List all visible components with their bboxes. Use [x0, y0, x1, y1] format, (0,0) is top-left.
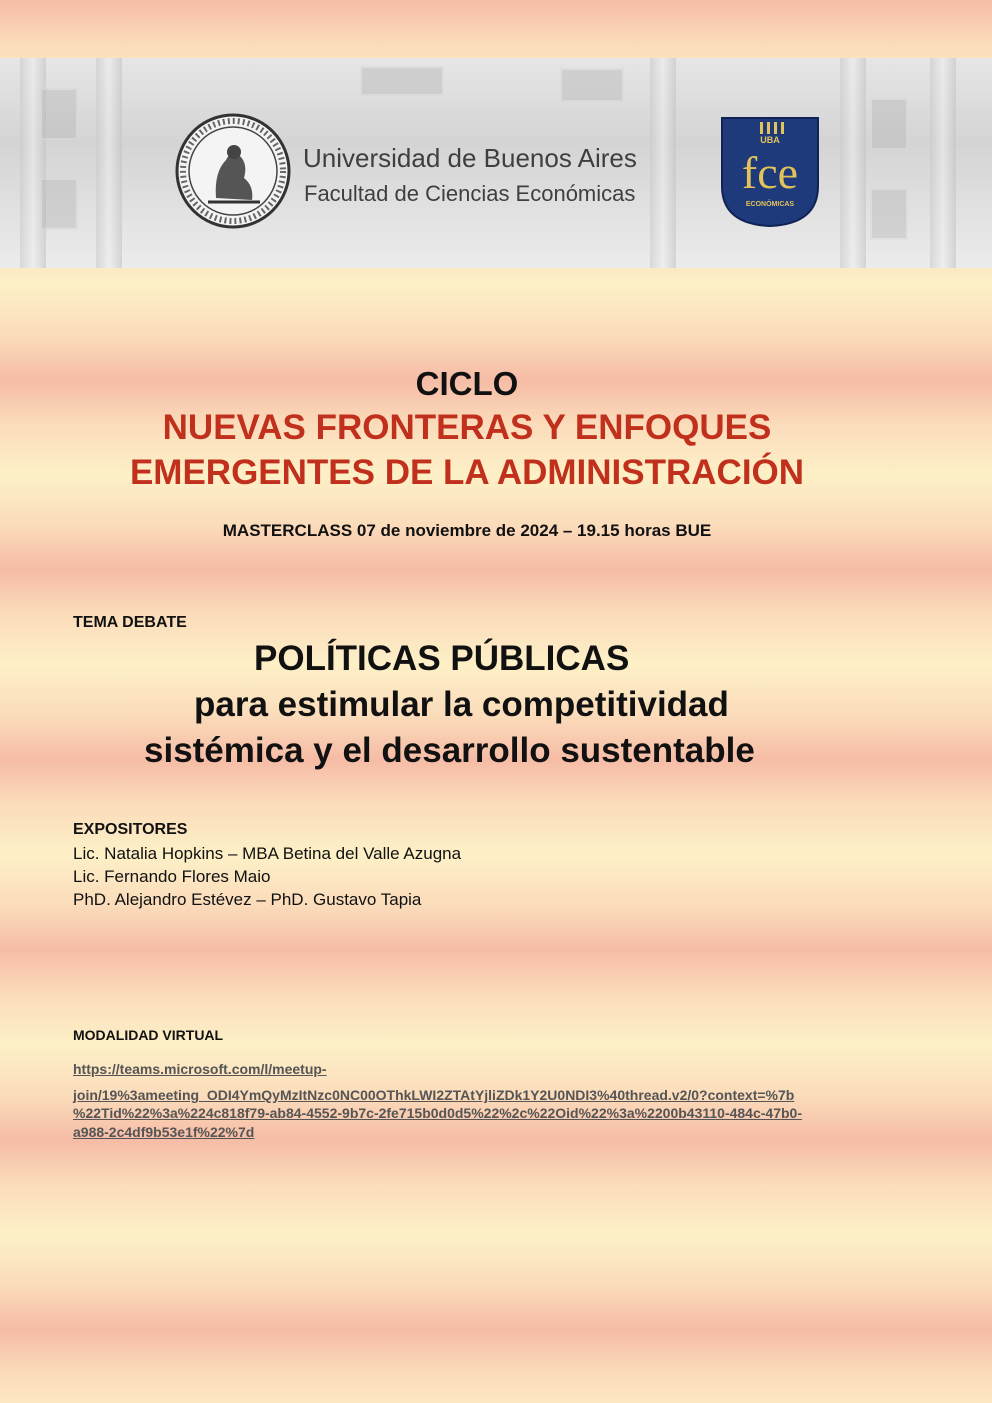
ciclo-title-line-2: EMERGENTES DE LA ADMINISTRACIÓN — [129, 453, 805, 492]
building-window — [560, 68, 624, 102]
speaker-line: PhD. Alejandro Estévez – PhD. Gustavo Tapia — [73, 890, 422, 909]
building-window — [40, 88, 78, 140]
faculty-name: Facultad de Ciencias Económicas — [304, 181, 636, 206]
university-name: Universidad de Buenos Aires — [303, 143, 637, 173]
topic-title-line-3: sistémica y el desarrollo sustentable — [144, 731, 755, 770]
topic-label: TEMA DEBATE — [73, 614, 187, 631]
building-column — [930, 58, 956, 268]
building-window — [40, 178, 78, 230]
building-window — [360, 66, 444, 96]
svg-text:ECONÓMICAS: ECONÓMICAS — [745, 201, 795, 208]
masterclass-date: MASTERCLASS 07 de noviembre de 2024 – 19.15 horas BUE — [222, 521, 712, 540]
building-column — [650, 58, 676, 268]
speaker-line: Lic. Natalia Hopkins – MBA Betina del Valle Azugna — [73, 844, 462, 863]
fce-logo — [720, 116, 820, 228]
speakers-label: EXPOSITORES — [73, 821, 188, 838]
building-column — [840, 58, 866, 268]
speaker-line: Lic. Fernando Flores Maio — [73, 867, 271, 886]
ciclo-title-line-1: NUEVAS FRONTERAS Y ENFOQUES — [162, 408, 772, 447]
svg-text:fce: fce — [741, 147, 799, 198]
teams-meeting-link[interactable]: %22Tid%22%3a%224c818f79-ab84-4552-9b7c-2fe715b0d0d5%22%2c%22Oid%22%3a%2200b43110-484c-47b0- — [73, 1105, 802, 1121]
ciclo-label: CICLO — [415, 365, 519, 402]
teams-meeting-link[interactable]: join/19%3ameeting_ODI4YmQyMzItNzc0NC00OThkLWI2ZTAtYjliZDk1Y2U0NDI3%40thread.v2/0?context=%7b — [73, 1087, 795, 1103]
topic-title-line-1: POLÍTICAS PÚBLICAS — [254, 639, 630, 678]
modality-label: MODALIDAD VIRTUAL — [73, 1027, 224, 1043]
uba-seal-icon — [174, 112, 292, 230]
teams-meeting-link[interactable]: https://teams.microsoft.com/l/meetup- — [73, 1061, 327, 1077]
building-window — [870, 98, 908, 150]
teams-meeting-link[interactable]: a988-2c4df9b53e1f%22%7d — [73, 1124, 255, 1140]
building-column — [96, 58, 122, 268]
building-window — [870, 188, 908, 240]
topic-title-line-2: para estimular la competitividad — [194, 685, 729, 724]
svg-text:UBA: UBA — [760, 135, 780, 145]
